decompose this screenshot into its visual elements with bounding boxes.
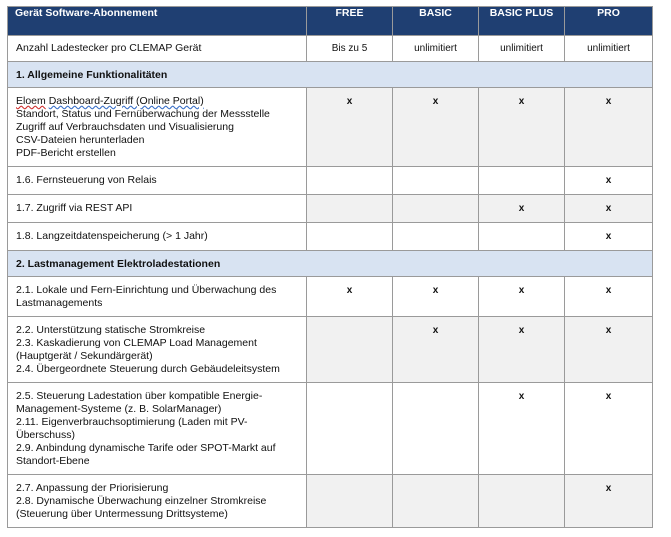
mark-basic-plus: x bbox=[479, 277, 565, 317]
feature-line: (Steuerung über Untermessung Drittsysteme) bbox=[16, 508, 228, 520]
mark-basic: x bbox=[393, 88, 479, 167]
feature-line: 2.4. Übergeordnete Steuerung durch Gebäudeleitsystem bbox=[16, 363, 280, 375]
feature-line: 2.3. Kaskadierung von CLEMAP Load Management bbox=[16, 337, 257, 349]
header-row bbox=[8, 7, 653, 36]
plan-pro-header: PRO bbox=[565, 7, 653, 36]
feature-label bbox=[8, 317, 307, 383]
mark-free bbox=[307, 167, 393, 195]
mark-pro: x bbox=[565, 475, 653, 528]
plan-free-header: FREE bbox=[307, 7, 393, 36]
mark-basic: x bbox=[393, 277, 479, 317]
feature-row bbox=[8, 88, 653, 167]
feature-line: Zugriff auf Verbrauchsdaten und Visualisierung bbox=[16, 121, 234, 133]
mark-basic bbox=[393, 383, 479, 475]
feature-row bbox=[8, 317, 653, 383]
feature-row bbox=[8, 223, 653, 251]
feature-label: 1.8. Langzeitdatenspeicherung (> 1 Jahr) bbox=[8, 223, 307, 251]
feature-line: Standort, Status und Fernüberwachung der Messstelle bbox=[16, 108, 270, 120]
feature-line: Lastmanagements bbox=[16, 297, 103, 309]
feature-line: 2.5. Steuerung Ladestation über kompatible Energie- bbox=[16, 390, 263, 402]
mark-pro: x bbox=[565, 167, 653, 195]
count-free: Bis zu 5 bbox=[307, 36, 393, 62]
mark-basic-plus: x bbox=[479, 88, 565, 167]
connector-count-label: Anzahl Ladestecker pro CLEMAP Gerät bbox=[8, 36, 307, 62]
feature-label bbox=[8, 277, 307, 317]
mark-basic: x bbox=[393, 317, 479, 383]
count-pro: unlimitiert bbox=[565, 36, 653, 62]
section-title: 1. Allgemeine Funktionalitäten bbox=[8, 62, 653, 88]
mark-free bbox=[307, 223, 393, 251]
connector-count-row bbox=[8, 36, 653, 62]
feature-label: 1.7. Zugriff via REST API bbox=[8, 195, 307, 223]
mark-free: x bbox=[307, 277, 393, 317]
section-row bbox=[8, 62, 653, 88]
feature-label bbox=[8, 88, 307, 167]
mark-free bbox=[307, 383, 393, 475]
feature-line: 2.2. Unterstützung statische Stromkreise bbox=[16, 324, 206, 336]
feature-line: 2.9. Anbindung dynamische Tarife oder SPOT-Markt auf bbox=[16, 442, 276, 454]
mark-basic bbox=[393, 195, 479, 223]
feature-label bbox=[8, 383, 307, 475]
feature-line bbox=[16, 95, 300, 108]
feature-label: 1.6. Fernsteuerung von Relais bbox=[8, 167, 307, 195]
mark-basic bbox=[393, 223, 479, 251]
mark-basic-plus: x bbox=[479, 195, 565, 223]
feature-line: Standort-Ebene bbox=[16, 455, 90, 467]
feature-row bbox=[8, 383, 653, 475]
mark-pro: x bbox=[565, 195, 653, 223]
feature-line: 2.8. Dynamische Überwachung einzelner Stromkreise bbox=[16, 495, 267, 507]
mark-free bbox=[307, 195, 393, 223]
feature-row bbox=[8, 195, 653, 223]
mark-basic-plus bbox=[479, 167, 565, 195]
mark-basic-plus: x bbox=[479, 383, 565, 475]
count-basic-plus: unlimitiert bbox=[479, 36, 565, 62]
plan-basic-plus-header: BASIC PLUS bbox=[479, 7, 565, 36]
mark-pro: x bbox=[565, 383, 653, 475]
mark-pro: x bbox=[565, 277, 653, 317]
feature-row bbox=[8, 277, 653, 317]
plan-basic-header: BASIC bbox=[393, 7, 479, 36]
mark-free bbox=[307, 475, 393, 528]
mark-pro: x bbox=[565, 317, 653, 383]
mark-pro: x bbox=[565, 88, 653, 167]
section-title: 2. Lastmanagement Elektroladestationen bbox=[8, 251, 653, 277]
feature-row bbox=[8, 167, 653, 195]
feature-line-text: Dashboard-Zugriff (Online Portal) bbox=[48, 95, 204, 107]
count-basic: unlimitiert bbox=[393, 36, 479, 62]
misspelled-word: Eloem bbox=[16, 95, 46, 107]
mark-free bbox=[307, 317, 393, 383]
feature-line: PDF-Bericht erstellen bbox=[16, 147, 116, 159]
mark-basic-plus: x bbox=[479, 317, 565, 383]
feature-line: 2.11. Eigenverbrauchsoptimierung (Laden mit PV- bbox=[16, 416, 248, 428]
feature-line: Management-Systeme (z. B. SolarManager) bbox=[16, 403, 222, 415]
mark-basic-plus bbox=[479, 223, 565, 251]
table-title: Gerät Software-Abonnement bbox=[8, 7, 307, 36]
mark-basic-plus bbox=[479, 475, 565, 528]
mark-pro: x bbox=[565, 223, 653, 251]
feature-line: (Hauptgerät / Sekundärgerät) bbox=[16, 350, 153, 362]
mark-basic bbox=[393, 167, 479, 195]
feature-line: 2.7. Anpassung der Priorisierung bbox=[16, 482, 169, 494]
feature-line: Überschuss) bbox=[16, 429, 75, 441]
section-row bbox=[8, 251, 653, 277]
subscription-table bbox=[7, 6, 653, 528]
mark-free: x bbox=[307, 88, 393, 167]
feature-label bbox=[8, 475, 307, 528]
mark-basic bbox=[393, 475, 479, 528]
feature-row bbox=[8, 475, 653, 528]
feature-line: CSV-Dateien herunterladen bbox=[16, 134, 145, 146]
feature-line: 2.1. Lokale und Fern-Einrichtung und Überwachung des bbox=[16, 284, 277, 296]
